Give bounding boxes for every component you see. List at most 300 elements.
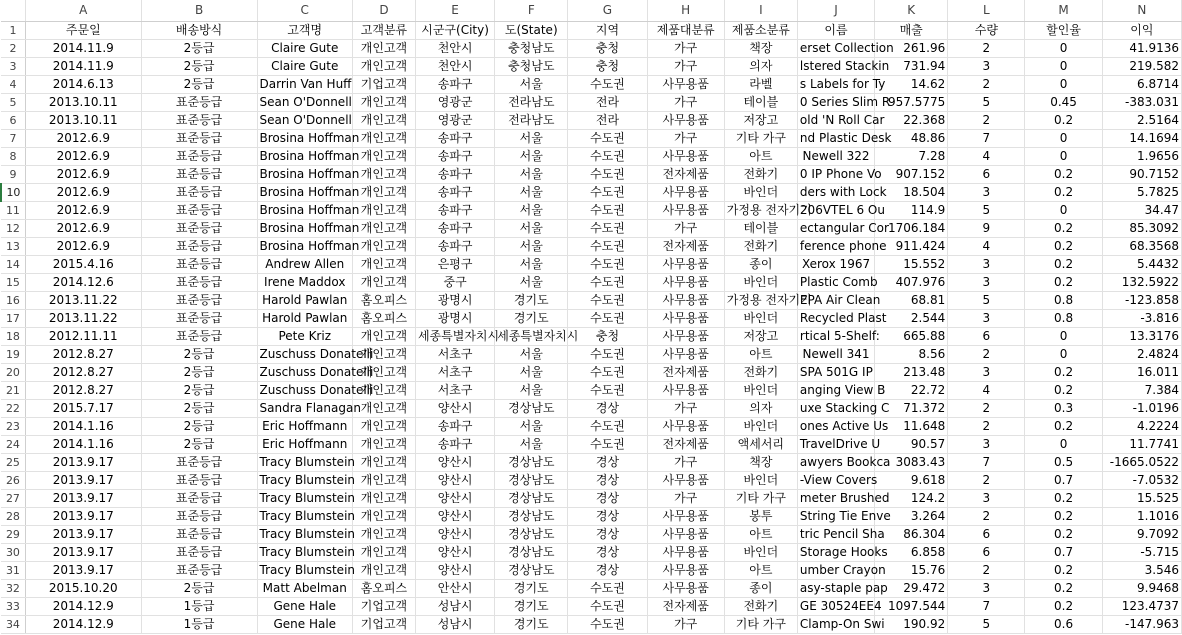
cell[interactable]: 0 IP Phone Vo: [797, 166, 874, 184]
cell[interactable]: 개인고객: [352, 454, 415, 472]
cell[interactable]: 수도권: [568, 76, 647, 94]
cell[interactable]: 표준등급: [141, 454, 257, 472]
cell[interactable]: 2012.6.9: [25, 130, 141, 148]
cell[interactable]: 표준등급: [141, 544, 257, 562]
cell[interactable]: 2013.11.22: [25, 310, 141, 328]
column-header-l[interactable]: L: [948, 0, 1025, 22]
cell[interactable]: 2012.11.11: [25, 328, 141, 346]
cell[interactable]: 바인더: [724, 274, 797, 292]
cell[interactable]: 2014.11.9: [25, 40, 141, 58]
cell[interactable]: 세종특별자치시: [415, 328, 494, 346]
cell[interactable]: meter Brushed: [797, 490, 874, 508]
cell[interactable]: -3.816: [1102, 310, 1181, 328]
cell[interactable]: 7: [948, 598, 1025, 616]
cell[interactable]: 수도권: [568, 292, 647, 310]
cell[interactable]: 전화기: [724, 598, 797, 616]
cell[interactable]: 송파구: [415, 202, 494, 220]
cell[interactable]: 9.618: [875, 472, 948, 490]
cell[interactable]: 수도권: [568, 220, 647, 238]
cell[interactable]: 바인더: [724, 418, 797, 436]
cell[interactable]: 22.72: [875, 382, 948, 400]
row-header[interactable]: 7: [1, 130, 25, 148]
cell[interactable]: 아트: [724, 346, 797, 364]
cell[interactable]: 123.4737: [1102, 598, 1181, 616]
header-cell[interactable]: 시군구(City): [415, 22, 494, 40]
cell[interactable]: 5.7825: [1102, 184, 1181, 202]
cell[interactable]: 가구: [647, 616, 724, 634]
cell[interactable]: 표준등급: [141, 148, 257, 166]
cell[interactable]: 양산시: [415, 526, 494, 544]
cell[interactable]: 2014.1.16: [25, 418, 141, 436]
cell[interactable]: 0: [1025, 130, 1102, 148]
cell[interactable]: 수도권: [568, 580, 647, 598]
cell[interactable]: 2013.10.11: [25, 112, 141, 130]
cell[interactable]: 213.48: [875, 364, 948, 382]
cell[interactable]: 0: [1025, 76, 1102, 94]
row-header[interactable]: 3: [1, 58, 25, 76]
cell[interactable]: 7: [948, 454, 1025, 472]
cell[interactable]: 충청: [568, 328, 647, 346]
column-header-f[interactable]: F: [495, 0, 568, 22]
cell[interactable]: 6: [948, 328, 1025, 346]
cell[interactable]: 사무용품: [647, 202, 724, 220]
cell[interactable]: Tracy Blumstein: [257, 454, 352, 472]
cell[interactable]: 홈오피스: [352, 310, 415, 328]
cell[interactable]: 2.544: [875, 310, 948, 328]
cell[interactable]: 2: [948, 76, 1025, 94]
cell[interactable]: 성남시: [415, 598, 494, 616]
cell[interactable]: 개인고객: [352, 94, 415, 112]
cell[interactable]: 2014.6.13: [25, 76, 141, 94]
cell[interactable]: 6: [948, 544, 1025, 562]
cell[interactable]: 2: [948, 346, 1025, 364]
cell[interactable]: Xerox 1967: [797, 256, 874, 274]
cell[interactable]: 서울: [495, 382, 568, 400]
header-cell[interactable]: 수량: [948, 22, 1025, 40]
cell[interactable]: 2: [948, 400, 1025, 418]
cell[interactable]: 7: [948, 130, 1025, 148]
cell[interactable]: 서울: [495, 148, 568, 166]
row-header[interactable]: 5: [1, 94, 25, 112]
cell[interactable]: 송파구: [415, 238, 494, 256]
cell[interactable]: 가구: [647, 94, 724, 112]
cell[interactable]: 서울: [495, 184, 568, 202]
cell[interactable]: 407.976: [875, 274, 948, 292]
cell[interactable]: 경상남도: [495, 562, 568, 580]
cell[interactable]: 2014.12.6: [25, 274, 141, 292]
cell[interactable]: -123.858: [1102, 292, 1181, 310]
cell[interactable]: 경상남도: [495, 400, 568, 418]
cell[interactable]: Storage Hooks: [797, 544, 874, 562]
cell[interactable]: 충청: [568, 58, 647, 76]
cell[interactable]: -1665.0522: [1102, 454, 1181, 472]
cell[interactable]: GE 30524EE4: [797, 598, 874, 616]
cell[interactable]: 경상: [568, 490, 647, 508]
cell[interactable]: 액세서리: [724, 436, 797, 454]
cell[interactable]: 경상남도: [495, 472, 568, 490]
cell[interactable]: 양산시: [415, 472, 494, 490]
cell[interactable]: 가정용 전자기기: [724, 292, 797, 310]
cell[interactable]: 충청남도: [495, 40, 568, 58]
header-cell[interactable]: 배송방식: [141, 22, 257, 40]
cell[interactable]: 개인고객: [352, 256, 415, 274]
cell[interactable]: Brosina Hoffman: [257, 238, 352, 256]
cell[interactable]: 2012.6.9: [25, 148, 141, 166]
cell[interactable]: 서울: [495, 436, 568, 454]
row-header[interactable]: 31: [1, 562, 25, 580]
cell[interactable]: 중구: [415, 274, 494, 292]
cell[interactable]: 서울: [495, 166, 568, 184]
cell[interactable]: 2등급: [141, 364, 257, 382]
cell[interactable]: 사무용품: [647, 310, 724, 328]
cell[interactable]: 수도권: [568, 184, 647, 202]
cell[interactable]: 1097.544: [875, 598, 948, 616]
row-header[interactable]: 4: [1, 76, 25, 94]
cell[interactable]: 개인고객: [352, 220, 415, 238]
cell[interactable]: 표준등급: [141, 490, 257, 508]
cell[interactable]: 개인고객: [352, 382, 415, 400]
cell[interactable]: 기업고객: [352, 616, 415, 634]
cell[interactable]: 2015.4.16: [25, 256, 141, 274]
cell[interactable]: 9.9468: [1102, 580, 1181, 598]
cell[interactable]: 서울: [495, 274, 568, 292]
cell[interactable]: Claire Gute: [257, 58, 352, 76]
column-header-b[interactable]: B: [141, 0, 257, 22]
cell[interactable]: 양산시: [415, 562, 494, 580]
cell[interactable]: 사무용품: [647, 328, 724, 346]
cell[interactable]: 사무용품: [647, 526, 724, 544]
cell[interactable]: 2.4824: [1102, 346, 1181, 364]
cell[interactable]: 기타 가구: [724, 490, 797, 508]
cell[interactable]: 개인고객: [352, 184, 415, 202]
cell[interactable]: 957.5775: [875, 94, 948, 112]
cell[interactable]: 서울: [495, 238, 568, 256]
cell[interactable]: 사무용품: [647, 544, 724, 562]
cell[interactable]: 3: [948, 580, 1025, 598]
cell[interactable]: 8.56: [875, 346, 948, 364]
header-cell[interactable]: 제품대분류: [647, 22, 724, 40]
cell[interactable]: -147.963: [1102, 616, 1181, 634]
cell[interactable]: 사무용품: [647, 256, 724, 274]
cell[interactable]: 송파구: [415, 220, 494, 238]
cell[interactable]: 개인고객: [352, 112, 415, 130]
cell[interactable]: 3: [948, 58, 1025, 76]
select-all-corner[interactable]: [1, 0, 25, 22]
cell[interactable]: 5: [948, 202, 1025, 220]
cell[interactable]: 2012.8.27: [25, 364, 141, 382]
cell[interactable]: Harold Pawlan: [257, 310, 352, 328]
cell[interactable]: 전자제품: [647, 598, 724, 616]
cell[interactable]: 서초구: [415, 382, 494, 400]
cell[interactable]: 표준등급: [141, 472, 257, 490]
cell[interactable]: 개인고객: [352, 400, 415, 418]
cell[interactable]: 4: [948, 148, 1025, 166]
row-header[interactable]: 9: [1, 166, 25, 184]
cell[interactable]: 양산시: [415, 544, 494, 562]
cell[interactable]: 가구: [647, 490, 724, 508]
cell[interactable]: 경상: [568, 562, 647, 580]
cell[interactable]: Tracy Blumstein: [257, 544, 352, 562]
cell[interactable]: 206VTEL 6 Ou: [797, 202, 874, 220]
cell[interactable]: 수도권: [568, 346, 647, 364]
cell[interactable]: 전자제품: [647, 364, 724, 382]
cell[interactable]: 송파구: [415, 148, 494, 166]
cell[interactable]: 1706.184: [875, 220, 948, 238]
header-cell[interactable]: 제품소분류: [724, 22, 797, 40]
cell[interactable]: 6: [948, 166, 1025, 184]
row-header[interactable]: 12: [1, 220, 25, 238]
cell[interactable]: 사무용품: [647, 580, 724, 598]
row-header[interactable]: 16: [1, 292, 25, 310]
cell[interactable]: 3: [948, 184, 1025, 202]
cell[interactable]: 9: [948, 220, 1025, 238]
cell[interactable]: 표준등급: [141, 328, 257, 346]
cell[interactable]: 경상: [568, 472, 647, 490]
cell[interactable]: 표준등급: [141, 508, 257, 526]
cell[interactable]: 사무용품: [647, 382, 724, 400]
cell[interactable]: 개인고객: [352, 148, 415, 166]
cell[interactable]: 2015.10.20: [25, 580, 141, 598]
cell[interactable]: 기타 가구: [724, 616, 797, 634]
cell[interactable]: 개인고객: [352, 130, 415, 148]
cell[interactable]: 표준등급: [141, 238, 257, 256]
cell[interactable]: 봉투: [724, 508, 797, 526]
cell[interactable]: TravelDrive U: [797, 436, 874, 454]
row-header[interactable]: 27: [1, 490, 25, 508]
cell[interactable]: 전화기: [724, 166, 797, 184]
cell[interactable]: 서울: [495, 418, 568, 436]
cell[interactable]: 6: [948, 526, 1025, 544]
cell[interactable]: 바인더: [724, 310, 797, 328]
cell[interactable]: 2014.1.16: [25, 436, 141, 454]
cell[interactable]: 표준등급: [141, 166, 257, 184]
cell[interactable]: erset Collection: [797, 40, 874, 58]
cell[interactable]: 2012.6.9: [25, 166, 141, 184]
cell[interactable]: Brosina Hoffman: [257, 130, 352, 148]
cell[interactable]: 사무용품: [647, 274, 724, 292]
cell[interactable]: 표준등급: [141, 130, 257, 148]
cell[interactable]: 0: [1025, 202, 1102, 220]
cell[interactable]: 사무용품: [647, 184, 724, 202]
cell[interactable]: 개인고객: [352, 274, 415, 292]
cell[interactable]: 수도권: [568, 166, 647, 184]
cell[interactable]: 86.304: [875, 526, 948, 544]
cell[interactable]: SPA 501G IP: [797, 364, 874, 382]
cell[interactable]: Zuschuss Donatelli: [257, 346, 352, 364]
cell[interactable]: 2012.8.27: [25, 382, 141, 400]
cell[interactable]: 2012.6.9: [25, 238, 141, 256]
cell[interactable]: 사무용품: [647, 346, 724, 364]
cell[interactable]: 9.7092: [1102, 526, 1181, 544]
cell[interactable]: 영광군: [415, 112, 494, 130]
cell[interactable]: 71.372: [875, 400, 948, 418]
cell[interactable]: 0.2: [1025, 274, 1102, 292]
cell[interactable]: Gene Hale: [257, 598, 352, 616]
cell[interactable]: awyers Bookca: [797, 454, 874, 472]
header-cell[interactable]: 이익: [1102, 22, 1181, 40]
cell[interactable]: 68.81: [875, 292, 948, 310]
row-header[interactable]: 19: [1, 346, 25, 364]
cell[interactable]: 2등급: [141, 418, 257, 436]
cell[interactable]: 0.2: [1025, 490, 1102, 508]
cell[interactable]: 송파구: [415, 436, 494, 454]
cell[interactable]: 907.152: [875, 166, 948, 184]
cell[interactable]: 2014.12.9: [25, 616, 141, 634]
cell[interactable]: Brosina Hoffman: [257, 220, 352, 238]
row-header[interactable]: 32: [1, 580, 25, 598]
cell[interactable]: 0.2: [1025, 256, 1102, 274]
cell[interactable]: Tracy Blumstein: [257, 526, 352, 544]
cell[interactable]: 아트: [724, 148, 797, 166]
cell[interactable]: 경상: [568, 400, 647, 418]
cell[interactable]: 바인더: [724, 472, 797, 490]
cell[interactable]: 기업고객: [352, 598, 415, 616]
cell[interactable]: 0.2: [1025, 184, 1102, 202]
cell[interactable]: 2013.9.17: [25, 544, 141, 562]
cell[interactable]: 2등급: [141, 76, 257, 94]
cell[interactable]: 2015.7.17: [25, 400, 141, 418]
cell[interactable]: Eric Hoffmann: [257, 436, 352, 454]
cell[interactable]: 90.57: [875, 436, 948, 454]
cell[interactable]: EPA Air Clean: [797, 292, 874, 310]
cell[interactable]: 서울: [495, 220, 568, 238]
cell[interactable]: 표준등급: [141, 274, 257, 292]
cell[interactable]: 사무용품: [647, 148, 724, 166]
cell[interactable]: 사무용품: [647, 292, 724, 310]
cell[interactable]: 기업고객: [352, 76, 415, 94]
cell[interactable]: 0.2: [1025, 220, 1102, 238]
row-header[interactable]: 11: [1, 202, 25, 220]
cell[interactable]: Recycled Plast: [797, 310, 874, 328]
cell[interactable]: 전자제품: [647, 436, 724, 454]
cell[interactable]: 저장고: [724, 112, 797, 130]
cell[interactable]: 0.2: [1025, 166, 1102, 184]
cell[interactable]: 2013.9.17: [25, 508, 141, 526]
cell[interactable]: 731.94: [875, 58, 948, 76]
cell[interactable]: Tracy Blumstein: [257, 472, 352, 490]
cell[interactable]: ders with Lock: [797, 184, 874, 202]
cell[interactable]: 0: [1025, 436, 1102, 454]
cell[interactable]: 5: [948, 292, 1025, 310]
cell[interactable]: 개인고객: [352, 508, 415, 526]
cell[interactable]: 개인고객: [352, 472, 415, 490]
cell[interactable]: uxe Stacking C: [797, 400, 874, 418]
cell[interactable]: 홈오피스: [352, 292, 415, 310]
cell[interactable]: 성남시: [415, 616, 494, 634]
cell[interactable]: 가구: [647, 220, 724, 238]
cell[interactable]: 양산시: [415, 490, 494, 508]
cell[interactable]: 114.9: [875, 202, 948, 220]
cell[interactable]: 천안시: [415, 58, 494, 76]
row-header[interactable]: 2: [1, 40, 25, 58]
cell[interactable]: 개인고객: [352, 562, 415, 580]
cell[interactable]: 충청: [568, 40, 647, 58]
cell[interactable]: 송파구: [415, 130, 494, 148]
cell[interactable]: 전화기: [724, 238, 797, 256]
cell[interactable]: 2: [948, 112, 1025, 130]
cell[interactable]: 수도권: [568, 202, 647, 220]
cell[interactable]: 132.5922: [1102, 274, 1181, 292]
cell[interactable]: 수도권: [568, 598, 647, 616]
cell[interactable]: lstered Stackin: [797, 58, 874, 76]
cell[interactable]: 2014.11.9: [25, 58, 141, 76]
cell[interactable]: 2: [948, 472, 1025, 490]
cell[interactable]: String Tie Enve: [797, 508, 874, 526]
cell[interactable]: Brosina Hoffman: [257, 148, 352, 166]
cell[interactable]: 665.88: [875, 328, 948, 346]
cell[interactable]: 5: [948, 616, 1025, 634]
cell[interactable]: 개인고객: [352, 58, 415, 76]
header-cell[interactable]: 이름: [797, 22, 874, 40]
cell[interactable]: Zuschuss Donatelli: [257, 382, 352, 400]
cell[interactable]: 0.5: [1025, 454, 1102, 472]
cell[interactable]: 수도권: [568, 274, 647, 292]
cell[interactable]: 표준등급: [141, 220, 257, 238]
cell[interactable]: 수도권: [568, 148, 647, 166]
cell[interactable]: 18.504: [875, 184, 948, 202]
row-header[interactable]: 6: [1, 112, 25, 130]
cell[interactable]: Tracy Blumstein: [257, 508, 352, 526]
cell[interactable]: 표준등급: [141, 310, 257, 328]
row-header[interactable]: 15: [1, 274, 25, 292]
cell[interactable]: 3: [948, 256, 1025, 274]
cell[interactable]: 2013.9.17: [25, 490, 141, 508]
header-cell[interactable]: 고객명: [257, 22, 352, 40]
cell[interactable]: 3: [948, 364, 1025, 382]
cell[interactable]: rtical 5-Shelf:: [797, 328, 874, 346]
cell[interactable]: 3083.43: [875, 454, 948, 472]
cell[interactable]: nd Plastic Desk: [797, 130, 874, 148]
cell[interactable]: 0.2: [1025, 112, 1102, 130]
cell[interactable]: 0.2: [1025, 508, 1102, 526]
cell[interactable]: 5.4432: [1102, 256, 1181, 274]
header-cell[interactable]: 할인율: [1025, 22, 1102, 40]
header-cell[interactable]: 주문일: [25, 22, 141, 40]
cell[interactable]: 광명시: [415, 292, 494, 310]
cell[interactable]: Andrew Allen: [257, 256, 352, 274]
cell[interactable]: 가구: [647, 58, 724, 76]
column-header-e[interactable]: E: [415, 0, 494, 22]
cell[interactable]: 2등급: [141, 436, 257, 454]
column-header-k[interactable]: K: [875, 0, 948, 22]
header-cell[interactable]: 지역: [568, 22, 647, 40]
cell[interactable]: 수도권: [568, 130, 647, 148]
cell[interactable]: 3: [948, 310, 1025, 328]
row-header[interactable]: 26: [1, 472, 25, 490]
cell[interactable]: -View Covers: [797, 472, 874, 490]
cell[interactable]: 의자: [724, 400, 797, 418]
cell[interactable]: 124.2: [875, 490, 948, 508]
cell[interactable]: 사무용품: [647, 112, 724, 130]
cell[interactable]: 2013.11.22: [25, 292, 141, 310]
cell[interactable]: Plastic Comb: [797, 274, 874, 292]
column-header-g[interactable]: G: [568, 0, 647, 22]
cell[interactable]: 14.62: [875, 76, 948, 94]
cell[interactable]: 표준등급: [141, 256, 257, 274]
cell[interactable]: Brosina Hoffman: [257, 166, 352, 184]
cell[interactable]: 라벨: [724, 76, 797, 94]
cell[interactable]: ectangular Cor: [797, 220, 874, 238]
cell[interactable]: 경상남도: [495, 544, 568, 562]
cell[interactable]: -1.0196: [1102, 400, 1181, 418]
cell[interactable]: 사무용품: [647, 472, 724, 490]
cell[interactable]: 영광군: [415, 94, 494, 112]
cell[interactable]: 서초구: [415, 346, 494, 364]
cell[interactable]: 표준등급: [141, 112, 257, 130]
cell[interactable]: Eric Hoffmann: [257, 418, 352, 436]
cell[interactable]: 표준등급: [141, 526, 257, 544]
row-header[interactable]: 28: [1, 508, 25, 526]
